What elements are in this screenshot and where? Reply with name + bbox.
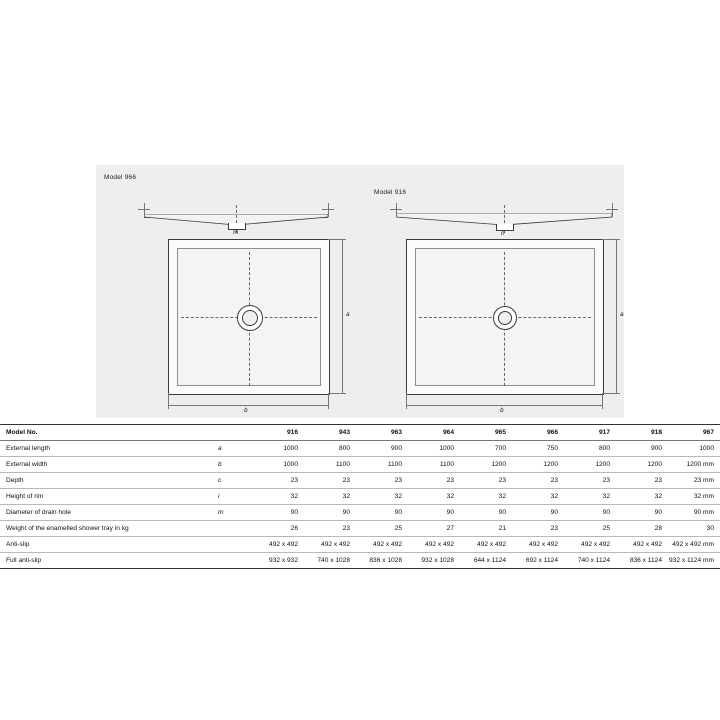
cell-anti-slip-965: 492 x 492	[460, 537, 512, 553]
row-symbol-height-of-rim: i	[216, 489, 252, 505]
header-symbol	[216, 425, 252, 441]
left-dim-b-label: b	[244, 407, 248, 414]
row-symbol-full-anti-slip	[216, 553, 252, 569]
row-label-depth: Depth	[0, 473, 216, 489]
cell-height-of-rim-918: 32	[616, 489, 668, 505]
row-symbol-anti-slip	[216, 537, 252, 553]
cell-full-anti-slip-967	[668, 553, 720, 569]
cell-weight-943: 23	[304, 521, 356, 537]
row-label-full-anti-slip: Full anti-slip	[0, 553, 216, 569]
cell-height-of-rim-966: 32	[512, 489, 564, 505]
cell-external-length-918: 900	[616, 441, 668, 457]
cell-depth-967	[668, 473, 720, 489]
cell-weight-967: 30	[668, 521, 720, 537]
cell-height-of-rim-967	[668, 489, 720, 505]
row-label-height-of-rim: Height of rim	[0, 489, 216, 505]
technical-drawing-area	[96, 165, 624, 418]
header-col-967: 967	[668, 425, 720, 441]
cell-depth-966: 23	[512, 473, 564, 489]
cell-external-width-966: 1200	[512, 457, 564, 473]
header-col-918: 918	[616, 425, 668, 441]
cell-depth-965: 23	[460, 473, 512, 489]
cell-full-anti-slip-943: 740 x 1028	[304, 553, 356, 569]
cell-weight-963: 25	[356, 521, 408, 537]
cell-depth-964: 23	[408, 473, 460, 489]
table-row	[0, 537, 720, 553]
right-dim-a-line	[616, 239, 617, 393]
cell-height-of-rim-964: 32	[408, 489, 460, 505]
header-col-965: 965	[460, 425, 512, 441]
left-dim-a-label: a	[346, 311, 350, 318]
table-row	[0, 521, 720, 537]
cell-drain-964: 90	[408, 505, 460, 521]
cell-anti-slip-964: 492 x 492	[408, 537, 460, 553]
cell-depth-943: 23	[304, 473, 356, 489]
cell-depth-918: 23	[616, 473, 668, 489]
cell-depth-967-unit: mm	[703, 477, 714, 484]
cell-height-of-rim-963: 32	[356, 489, 408, 505]
cell-anti-slip-966: 492 x 492	[512, 537, 564, 553]
cell-external-width-964: 1100	[408, 457, 460, 473]
cell-external-width-967-value: 1200	[686, 461, 702, 468]
header-model-label: Model No.	[0, 425, 216, 441]
right-model-label: Model 916	[374, 189, 407, 196]
row-label-anti-slip: Anti-slip	[0, 537, 216, 553]
table-row	[0, 473, 720, 489]
cell-full-anti-slip-967-unit: mm	[703, 557, 714, 564]
cell-depth-963: 23	[356, 473, 408, 489]
cell-depth-917: 23	[564, 473, 616, 489]
header-col-943: 943	[304, 425, 356, 441]
cell-height-of-rim-917: 32	[564, 489, 616, 505]
table-row	[0, 489, 720, 505]
cell-drain-967-value: 90	[693, 509, 702, 516]
left-plan-outline	[168, 239, 330, 395]
cell-drain-963: 90	[356, 505, 408, 521]
header-col-966: 966	[512, 425, 564, 441]
cell-drain-966: 90	[512, 505, 564, 521]
right-plan-outline	[406, 239, 604, 395]
cell-weight-966: 23	[512, 521, 564, 537]
cell-external-length-963: 900	[356, 441, 408, 457]
row-symbol-weight	[216, 521, 252, 537]
cell-drain-916: 90	[252, 505, 304, 521]
cell-drain-967	[668, 505, 720, 521]
right-dim-b-line	[406, 405, 602, 406]
cell-full-anti-slip-965: 644 x 1124	[460, 553, 512, 569]
right-section-height-dim: n	[501, 230, 505, 237]
cell-full-anti-slip-918: 836 x 1124	[616, 553, 668, 569]
left-dim-a-line	[342, 239, 343, 393]
header-col-964: 964	[408, 425, 460, 441]
table-row	[0, 553, 720, 569]
cell-depth-916: 23	[252, 473, 304, 489]
left-section-height-dim: m	[233, 229, 239, 236]
cell-external-width-916: 1000	[252, 457, 304, 473]
cell-anti-slip-917: 492 x 492	[564, 537, 616, 553]
cell-height-of-rim-967-unit: mm	[703, 493, 714, 500]
header-col-917: 917	[564, 425, 616, 441]
table-row	[0, 457, 720, 473]
specification-table-wrapper	[0, 424, 720, 569]
cell-external-width-967	[668, 457, 720, 473]
cell-anti-slip-918: 492 x 492	[616, 537, 668, 553]
header-col-963: 963	[356, 425, 408, 441]
table-row	[0, 505, 720, 521]
row-label-external-length: External length	[0, 441, 216, 457]
cell-full-anti-slip-967-value: 932 x 1124	[669, 557, 702, 564]
cell-drain-918: 90	[616, 505, 668, 521]
cell-external-width-965: 1200	[460, 457, 512, 473]
row-symbol-drain-hole-diameter: m	[216, 505, 252, 521]
header-col-916: 916	[252, 425, 304, 441]
cell-external-width-918: 1200	[616, 457, 668, 473]
row-symbol-depth: c	[216, 473, 252, 489]
cell-external-length-943: 800	[304, 441, 356, 457]
cell-full-anti-slip-916: 932 x 932	[252, 553, 304, 569]
cell-external-width-943: 1100	[304, 457, 356, 473]
cell-weight-916: 26	[252, 521, 304, 537]
cell-external-length-967	[668, 441, 720, 457]
cell-external-width-917: 1200	[564, 457, 616, 473]
cell-weight-964: 27	[408, 521, 460, 537]
left-model-label: Model 966	[104, 174, 137, 181]
table-header-row	[0, 425, 720, 441]
right-dim-b-label: b	[500, 407, 504, 414]
left-dim-b-line	[168, 405, 328, 406]
right-dim-a-label: a	[620, 311, 624, 318]
cell-height-of-rim-943: 32	[304, 489, 356, 505]
row-label-drain-hole-diameter: Diameter of drain hole	[0, 505, 216, 521]
cell-height-of-rim-916: 32	[252, 489, 304, 505]
cell-external-width-967-unit: mm	[703, 461, 714, 468]
cell-external-length-966: 750	[512, 441, 564, 457]
cell-anti-slip-916: 492 x 492	[252, 537, 304, 553]
cell-external-length-916: 1000	[252, 441, 304, 457]
cell-external-length-967-value: 1000	[699, 445, 714, 452]
row-label-external-width: External width	[0, 457, 216, 473]
table-row	[0, 441, 720, 457]
right-drain-inner	[498, 311, 512, 325]
row-symbol-external-width: b	[216, 457, 252, 473]
left-drain-inner	[242, 310, 258, 326]
cell-external-length-965: 700	[460, 441, 512, 457]
cell-weight-965: 21	[460, 521, 512, 537]
cell-full-anti-slip-917: 740 x 1124	[564, 553, 616, 569]
cell-depth-967-value: 23	[693, 477, 702, 484]
cell-anti-slip-967-value: 492 x 492	[672, 541, 702, 548]
cell-full-anti-slip-964: 932 x 1028	[408, 553, 460, 569]
specification-table	[0, 424, 720, 569]
cell-drain-917: 90	[564, 505, 616, 521]
cell-height-of-rim-965: 32	[460, 489, 512, 505]
cell-height-of-rim-967-value: 32	[693, 493, 702, 500]
row-symbol-external-length: a	[216, 441, 252, 457]
cell-anti-slip-967-unit: mm	[703, 541, 714, 548]
row-label-weight: Weight of the enamelled shower tray in kg	[0, 521, 216, 537]
cell-drain-967-unit: mm	[703, 509, 714, 516]
cell-drain-965: 90	[460, 505, 512, 521]
cell-external-width-963: 1100	[356, 457, 408, 473]
cell-weight-918: 28	[616, 521, 668, 537]
cell-external-length-917: 800	[564, 441, 616, 457]
cell-anti-slip-967	[668, 537, 720, 553]
cell-drain-943: 90	[304, 505, 356, 521]
cell-full-anti-slip-963: 836 x 1028	[356, 553, 408, 569]
cell-weight-917: 25	[564, 521, 616, 537]
cell-external-length-964: 1000	[408, 441, 460, 457]
cell-anti-slip-943: 492 x 492	[304, 537, 356, 553]
cell-anti-slip-963: 492 x 492	[356, 537, 408, 553]
cell-full-anti-slip-966: 692 x 1124	[512, 553, 564, 569]
